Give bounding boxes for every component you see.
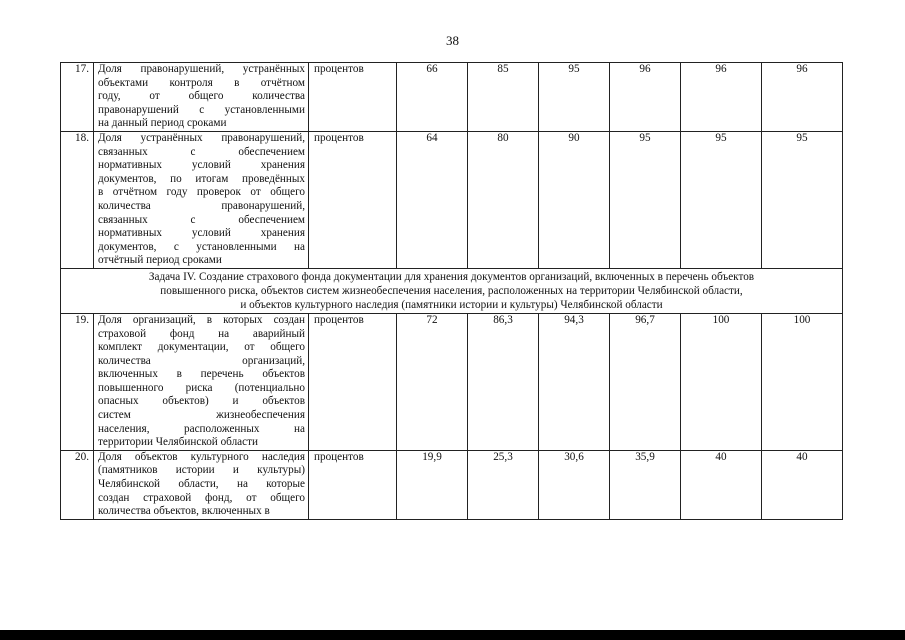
table-row [61,313,843,450]
value-cell: 72 [397,313,468,450]
description-line: Доля правонарушений, устранённых [98,63,305,75]
description-line: количества организаций, [98,354,305,367]
value-cell: 96 [610,63,681,132]
description-line: комплект документации, от общего [98,341,305,354]
row-number: 20. [61,450,94,519]
value-cell: 25,3 [468,450,539,519]
indicators-table [60,62,843,520]
description-line: Доля организаций, в которых создан [98,313,305,326]
description-line: создан страховой фонд, от общего [98,491,305,504]
page-number: 38 [446,33,459,48]
row-number: 18. [61,131,94,268]
task-heading-line: Задача IV. Создание страхового фонда документации для хранения документов организаций, включенных в перечень объектов [148,270,755,283]
value-cell: 19,9 [397,450,468,519]
value-cell: 96 [681,63,762,132]
description-line: на данный период сроками [98,117,227,130]
value-cell: 100 [762,313,843,450]
value-cell: 80 [468,131,539,268]
description-line: включенных в перечень объектов [98,368,305,381]
table-body [61,63,843,520]
value-cell: 96,7 [610,313,681,450]
value-cell: 40 [762,450,843,519]
row-number: 17. [61,63,94,132]
description-line: страховой фонд на аварийный [98,327,305,340]
description-line: (памятников истории и культуры) [98,464,305,477]
task-row [61,268,843,313]
description-line: связанных с обеспечением [98,145,305,158]
task-heading-line: и объектов культурного наследия (памятники истории и культуры) Челябинской области [240,298,663,311]
task-heading [61,268,843,313]
value-cell: 86,3 [468,313,539,450]
unit-cell: процентов [309,450,397,519]
description-line: связанных с обеспечением [98,213,305,226]
description-line: Доля устранённых правонарушений, [98,131,305,144]
value-cell: 66 [397,63,468,132]
value-cell: 35,9 [610,450,681,519]
description-line: документов, по итогам проведённых [98,172,305,185]
value-cell: 64 [397,131,468,268]
value-cell: 90 [539,131,610,268]
description-line: в отчётном году проверок от общего [98,186,305,199]
bottom-scan-border [0,630,905,640]
description-line: повышенного риска (потенциально [98,381,305,394]
description-line: правонарушений с установленными [98,103,305,116]
description-line: территории Челябинской области [98,436,258,449]
description-line: количества объектов, включенных в [98,505,270,518]
description-line: году, от общего количества [98,90,305,103]
value-cell: 95 [681,131,762,268]
description-line: документов, с установленными на [98,240,305,253]
table-row [61,450,843,519]
description-line: Челябинской области, на которые [98,478,305,491]
description-line: отчётный период сроками [98,254,222,267]
description-line: систем жизнеобеспечения [98,409,305,422]
description-line: объектами контроля в отчётном [98,76,305,89]
description-line: количества правонарушений, [98,199,305,212]
indicator-description [94,450,309,519]
indicator-description [94,63,309,132]
indicator-description [94,131,309,268]
value-cell: 40 [681,450,762,519]
value-cell: 30,6 [539,450,610,519]
value-cell: 95 [539,63,610,132]
value-cell: 95 [610,131,681,268]
unit-cell: процентов [309,63,397,132]
table-row [61,63,843,132]
table-row [61,131,843,268]
description-line: опасных объектов) и объектов [98,395,305,408]
description-line: населения, расположенных на [98,422,305,435]
unit-cell: процентов [309,131,397,268]
description-line: нормативных условий хранения [98,227,305,240]
unit-cell: процентов [309,313,397,450]
indicator-description [94,313,309,450]
description-line: нормативных условий хранения [98,159,305,172]
task-heading-line: повышенного риска, объектов систем жизнеобеспечения населения, расположенных на территории Челябинской области, [160,284,743,297]
value-cell: 85 [468,63,539,132]
value-cell: 95 [762,131,843,268]
value-cell: 96 [762,63,843,132]
value-cell: 94,3 [539,313,610,450]
description-line: Доля объектов культурного наследия [98,450,305,463]
row-number: 19. [61,313,94,450]
value-cell: 100 [681,313,762,450]
